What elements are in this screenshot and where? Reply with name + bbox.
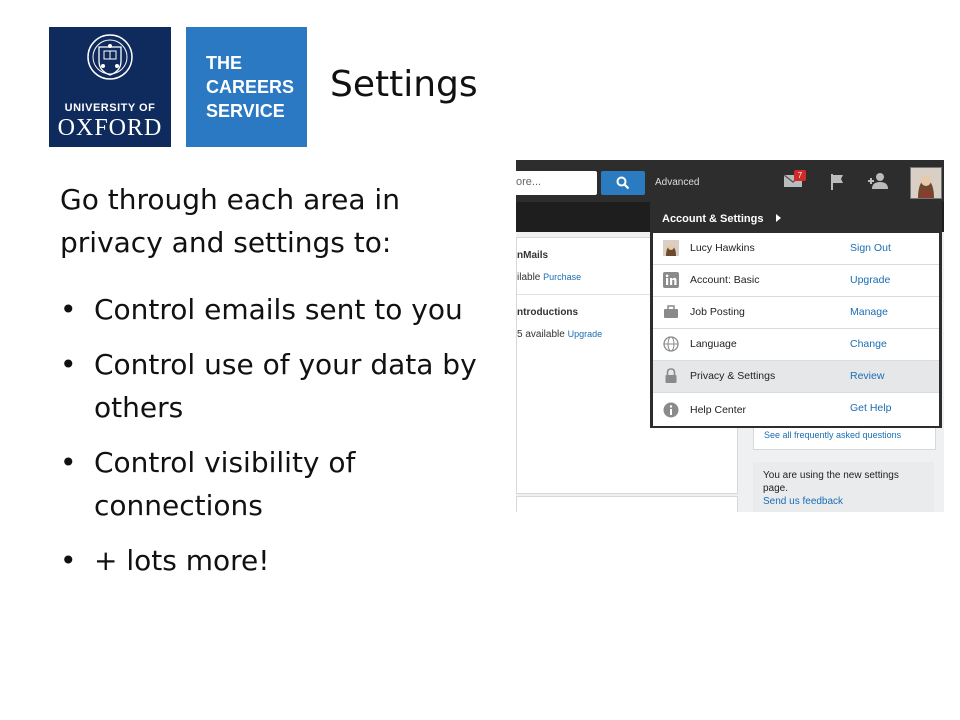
- inmails-purchase-link[interactable]: Purchase: [543, 272, 582, 282]
- profile-avatar-button[interactable]: [910, 167, 942, 199]
- top-navigation-bar: [516, 160, 944, 202]
- careers-logo-line3: SERVICE: [206, 101, 285, 121]
- dropdown-row-profile[interactable]: [653, 233, 939, 265]
- oxford-crest-icon: [85, 33, 135, 97]
- linkedin-icon: [663, 272, 679, 288]
- careers-service-logo: [186, 27, 307, 147]
- introductions-status-text: 5 available: [517, 329, 565, 340]
- caret-right-icon: [776, 214, 781, 222]
- get-help-link[interactable]: Get Help: [850, 402, 892, 414]
- introductions-upgrade-link[interactable]: Upgrade: [567, 329, 603, 339]
- dropdown-row-job-posting[interactable]: [653, 297, 939, 329]
- search-placeholder: ore...: [516, 176, 542, 188]
- dropdown-row-privacy-settings[interactable]: [653, 361, 939, 393]
- bullet-dot-icon: •: [60, 293, 77, 326]
- linkedin-settings-screenshot: [516, 160, 944, 512]
- account-settings-dropdown: [650, 202, 942, 428]
- notice-line1: You are using the new settings: [763, 470, 899, 481]
- profile-name: Lucy Hawkins: [690, 242, 755, 254]
- bullet-dot-icon: •: [60, 544, 77, 577]
- dropdown-header-label: Account & Settings: [662, 213, 764, 225]
- language-label: Language: [690, 338, 737, 350]
- change-language-link[interactable]: Change: [850, 338, 887, 350]
- bullet-item: [60, 343, 520, 429]
- new-settings-notice: [753, 462, 934, 512]
- notice-line2: page.: [763, 483, 789, 494]
- dropdown-row-help-center[interactable]: [653, 393, 939, 426]
- search-input[interactable]: [516, 171, 597, 195]
- bullet-list: [60, 288, 520, 594]
- add-connection-icon[interactable]: [867, 172, 889, 190]
- globe-icon: [663, 336, 679, 352]
- lower-left-panel: [516, 496, 738, 512]
- oxford-logo-line1: UNIVERSITY OF: [64, 102, 156, 114]
- privacy-settings-label: Privacy & Settings: [690, 370, 776, 382]
- messages-badge: 7: [794, 170, 806, 181]
- introductions-title: ntroductions: [517, 307, 579, 318]
- info-icon: [663, 402, 679, 418]
- bullet-text: + lots more!: [94, 544, 270, 577]
- search-icon: [616, 176, 630, 190]
- dropdown-row-language[interactable]: [653, 329, 939, 361]
- job-posting-label: Job Posting: [690, 306, 745, 318]
- careers-logo-line1: THE: [206, 53, 242, 73]
- dropdown-header[interactable]: [653, 205, 939, 233]
- dropdown-row-account[interactable]: [653, 265, 939, 297]
- help-center-label: Help Center: [690, 404, 747, 416]
- inmails-status: [517, 272, 581, 283]
- sign-out-link[interactable]: Sign Out: [850, 242, 891, 254]
- slide-title: Settings: [330, 64, 478, 105]
- bullet-item: [60, 441, 520, 527]
- bullet-text: Control visibility of connections: [94, 446, 356, 522]
- manage-link[interactable]: Manage: [850, 306, 888, 318]
- introductions-status: [517, 329, 602, 340]
- search-button[interactable]: [601, 171, 645, 195]
- user-photo-icon: [663, 240, 679, 256]
- account-type-label: Account: Basic: [690, 274, 760, 286]
- inmails-title: nMails: [517, 250, 549, 261]
- advanced-search-link[interactable]: Advanced: [655, 177, 700, 188]
- bullet-item: [60, 288, 520, 331]
- faq-link[interactable]: See all frequently asked questions: [764, 430, 902, 440]
- lock-icon: [663, 368, 679, 384]
- upgrade-link[interactable]: Upgrade: [850, 274, 891, 286]
- user-photo-icon: [911, 168, 941, 198]
- review-link[interactable]: Review: [850, 370, 885, 382]
- oxford-logo-line2: OXFORD: [57, 115, 163, 141]
- inmails-status-text: ilable: [517, 272, 541, 283]
- flag-icon[interactable]: [830, 173, 846, 191]
- bullet-dot-icon: •: [60, 446, 77, 479]
- bullet-dot-icon: •: [60, 348, 77, 381]
- job-posting-icon: [663, 304, 679, 320]
- slide-intro: Go through each area in privacy and settings to:: [60, 183, 400, 259]
- bullet-text: Control emails sent to you: [94, 293, 463, 326]
- bullet-text: Control use of your data by others: [94, 348, 477, 424]
- oxford-logo: [49, 27, 171, 147]
- careers-logo-line2: CAREERS: [206, 77, 295, 97]
- bullet-item: [60, 539, 520, 582]
- send-feedback-link[interactable]: Send us feedback: [763, 496, 844, 507]
